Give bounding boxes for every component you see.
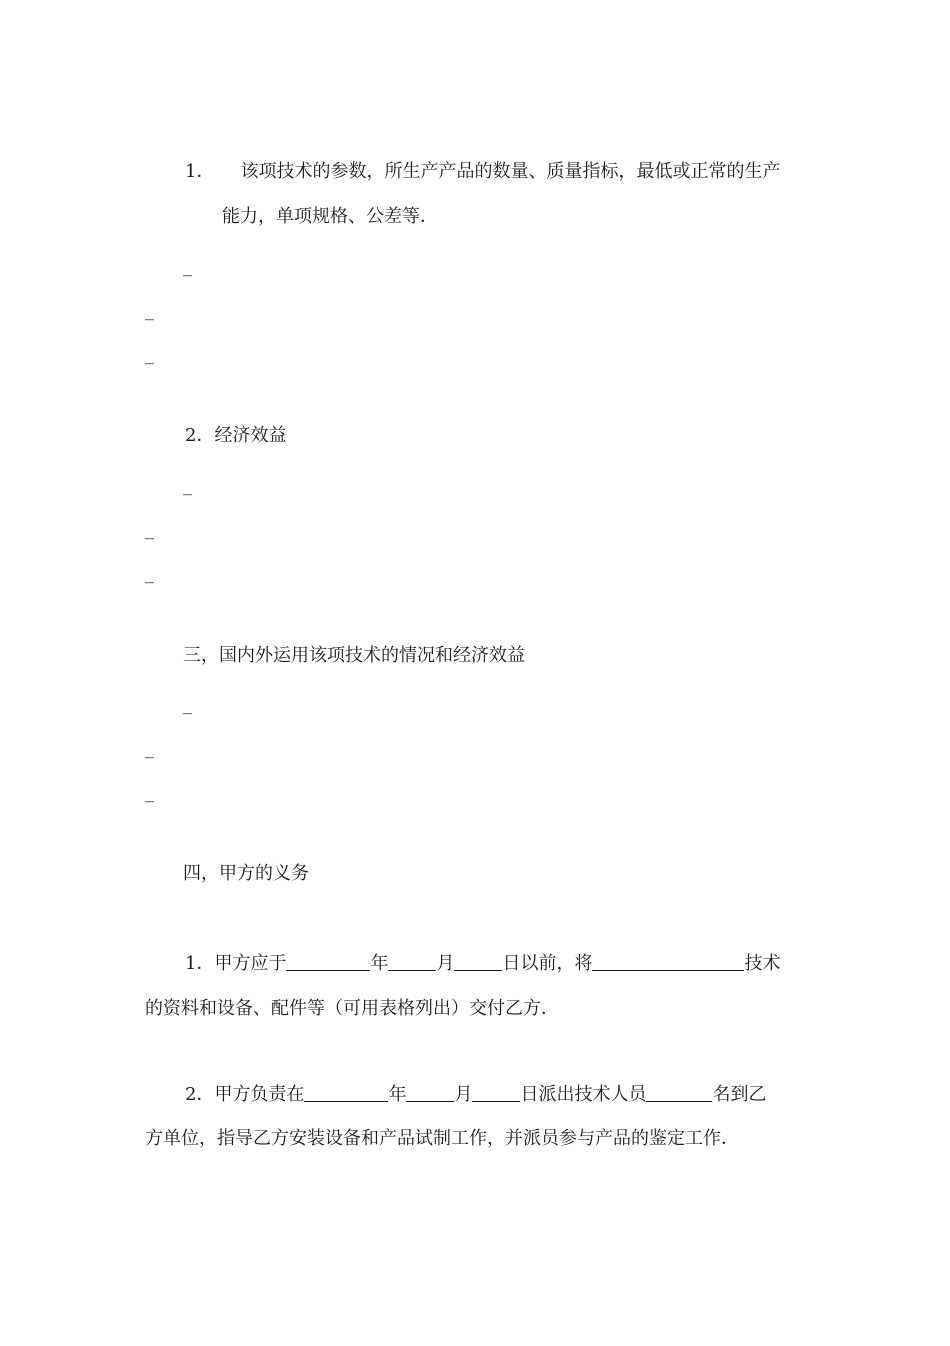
blank-line-marker: _ <box>183 694 192 715</box>
day-fill-blank[interactable] <box>472 1083 520 1102</box>
section4-heading: 四，甲方的义务 <box>183 863 309 884</box>
section4-item2-line1 <box>185 1083 766 1107</box>
month-fill-blank[interactable] <box>406 1083 454 1102</box>
staff-count-fill-blank[interactable] <box>646 1083 712 1102</box>
section4-item2-line2: 方单位，指导乙方安装设备和产品试制工作，并派员参与产品的鉴定工作． <box>145 1128 739 1149</box>
section1-text-line2: 能力，单项规格、公差等． <box>222 206 438 227</box>
section1-number: 1． <box>185 161 215 182</box>
item2-text-e: 名到乙 <box>712 1084 767 1105</box>
item2-text-d: 日派出技术人员 <box>520 1084 647 1105</box>
item1-text-d: 日以前，将 <box>502 953 593 974</box>
item2-text-a: 2．甲方负责在 <box>185 1084 305 1105</box>
item1-text-b: 年 <box>370 953 389 974</box>
year-fill-blank[interactable] <box>304 1083 388 1102</box>
section2-heading: 2．经济效益 <box>185 425 287 446</box>
blank-line-marker: _ <box>145 344 154 365</box>
section4-item1-line1 <box>185 952 780 976</box>
year-fill-blank[interactable] <box>286 952 370 971</box>
blank-line-marker: _ <box>145 782 154 803</box>
blank-line-marker: _ <box>145 738 154 759</box>
blank-line-marker: _ <box>183 256 192 277</box>
item2-text-c: 月 <box>454 1084 473 1105</box>
technology-name-fill-blank[interactable] <box>592 952 744 971</box>
section4-item1-line2: 的资料和设备、配件等（可用表格列出）交付乙方． <box>145 998 559 1019</box>
section1-line1 <box>185 160 780 184</box>
day-fill-blank[interactable] <box>454 952 502 971</box>
item1-text-c: 月 <box>436 953 455 974</box>
section3-heading: 三，国内外运用该项技术的情况和经济效益 <box>183 645 525 666</box>
section1-text-line1: 该项技术的参数，所生产产品的数量、质量指标，最低或正常的生产 <box>240 161 781 182</box>
item1-text-e: 技术 <box>744 953 781 974</box>
month-fill-blank[interactable] <box>388 952 436 971</box>
blank-line-marker: _ <box>145 300 154 321</box>
item2-text-b: 年 <box>388 1084 407 1105</box>
blank-line-marker: _ <box>183 475 192 496</box>
blank-line-marker: _ <box>145 519 154 540</box>
blank-line-marker: _ <box>145 563 154 584</box>
item1-text-a: 1．甲方应于 <box>185 953 287 974</box>
